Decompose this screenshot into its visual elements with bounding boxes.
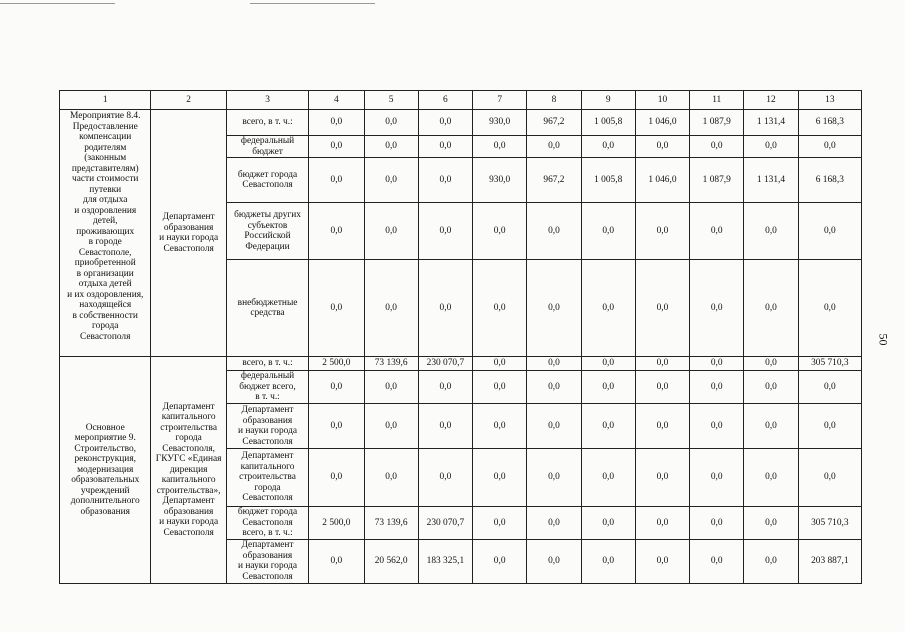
executor: Департамент образования и науки города Севастополя <box>151 110 226 357</box>
header-cell: 4 <box>309 91 364 110</box>
value-cell: 0,0 <box>364 449 418 507</box>
value-cell: 0,0 <box>690 260 744 357</box>
value-cell: 0,0 <box>527 449 581 507</box>
value-cell: 2 500,0 <box>309 507 364 540</box>
value-cell: 0,0 <box>473 203 527 260</box>
value-cell: 0,0 <box>798 136 861 158</box>
value-cell: 0,0 <box>418 404 472 449</box>
budget-table <box>59 90 862 584</box>
funding-source: Департамент образования и науки города Севастополя <box>226 404 308 449</box>
value-cell: 0,0 <box>635 371 689 404</box>
value-cell: 0,0 <box>527 260 581 357</box>
measure-name: Основное мероприятие 9. Строительство, реконструкция, модернизация образовательных учреждений дополнительного образования <box>60 357 151 584</box>
value-cell: 0,0 <box>635 203 689 260</box>
value-cell: 0,0 <box>744 449 798 507</box>
value-cell: 0,0 <box>473 449 527 507</box>
value-cell: 0,0 <box>744 260 798 357</box>
value-cell: 0,0 <box>473 260 527 357</box>
value-cell: 0,0 <box>744 136 798 158</box>
value-cell: 73 139,6 <box>364 507 418 540</box>
value-cell: 0,0 <box>473 357 527 371</box>
value-cell: 1 087,9 <box>690 158 744 203</box>
page-number: 50 <box>876 333 891 346</box>
value-cell: 930,0 <box>473 110 527 136</box>
value-cell: 0,0 <box>798 203 861 260</box>
value-cell: 0,0 <box>581 203 635 260</box>
value-cell: 0,0 <box>364 158 418 203</box>
value-cell: 0,0 <box>309 158 364 203</box>
value-cell: 0,0 <box>527 357 581 371</box>
value-cell: 305 710,3 <box>798 507 861 540</box>
value-cell: 6 168,3 <box>798 110 861 136</box>
value-cell: 2 500,0 <box>309 357 364 371</box>
value-cell: 0,0 <box>309 404 364 449</box>
table-row <box>60 110 862 136</box>
value-cell: 0,0 <box>418 260 472 357</box>
value-cell: 0,0 <box>473 371 527 404</box>
value-cell: 0,0 <box>690 357 744 371</box>
funding-source: бюджет города Севастополя всего, в т. ч.: <box>226 507 308 540</box>
funding-source: внебюджетные средства <box>226 260 308 357</box>
value-cell: 0,0 <box>744 203 798 260</box>
value-cell: 0,0 <box>798 449 861 507</box>
header-cell: 5 <box>364 91 418 110</box>
table-row <box>60 357 862 371</box>
value-cell: 0,0 <box>798 371 861 404</box>
value-cell: 0,0 <box>744 539 798 583</box>
funding-source: федеральный бюджет всего, в т. ч.: <box>226 371 308 404</box>
value-cell: 0,0 <box>309 136 364 158</box>
value-cell: 1 005,8 <box>581 110 635 136</box>
value-cell: 0,0 <box>744 404 798 449</box>
funding-source: всего, в т. ч.: <box>226 110 308 136</box>
value-cell: 0,0 <box>527 203 581 260</box>
value-cell: 0,0 <box>581 136 635 158</box>
scan-artifact-line <box>0 3 115 4</box>
funding-source: бюджет города Севастополя <box>226 158 308 203</box>
value-cell: 6 168,3 <box>798 158 861 203</box>
value-cell: 967,2 <box>527 110 581 136</box>
scan-artifact-line <box>250 3 375 4</box>
value-cell: 0,0 <box>744 357 798 371</box>
funding-source: всего, в т. ч.: <box>226 357 308 371</box>
value-cell: 0,0 <box>690 371 744 404</box>
value-cell: 0,0 <box>418 136 472 158</box>
value-cell: 1 131,4 <box>744 158 798 203</box>
value-cell: 1 005,8 <box>581 158 635 203</box>
value-cell: 1 131,4 <box>744 110 798 136</box>
value-cell: 0,0 <box>527 371 581 404</box>
value-cell: 203 887,1 <box>798 539 861 583</box>
value-cell: 0,0 <box>798 260 861 357</box>
value-cell: 0,0 <box>418 110 472 136</box>
value-cell: 0,0 <box>473 507 527 540</box>
value-cell: 0,0 <box>418 371 472 404</box>
header-cell: 7 <box>473 91 527 110</box>
value-cell: 0,0 <box>309 539 364 583</box>
value-cell: 73 139,6 <box>364 357 418 371</box>
value-cell: 0,0 <box>581 357 635 371</box>
value-cell: 0,0 <box>581 539 635 583</box>
value-cell: 0,0 <box>690 449 744 507</box>
value-cell: 0,0 <box>309 260 364 357</box>
header-cell: 13 <box>798 91 861 110</box>
value-cell: 967,2 <box>527 158 581 203</box>
value-cell: 0,0 <box>418 203 472 260</box>
value-cell: 0,0 <box>364 203 418 260</box>
value-cell: 0,0 <box>690 136 744 158</box>
value-cell: 0,0 <box>690 203 744 260</box>
header-cell: 2 <box>151 91 226 110</box>
funding-source: федеральный бюджет <box>226 136 308 158</box>
value-cell: 230 070,7 <box>418 507 472 540</box>
value-cell: 0,0 <box>744 371 798 404</box>
value-cell: 930,0 <box>473 158 527 203</box>
value-cell: 183 325,1 <box>418 539 472 583</box>
value-cell: 0,0 <box>473 404 527 449</box>
value-cell: 0,0 <box>309 110 364 136</box>
value-cell: 0,0 <box>364 110 418 136</box>
header-cell: 1 <box>60 91 151 110</box>
value-cell: 0,0 <box>581 260 635 357</box>
value-cell: 0,0 <box>364 404 418 449</box>
value-cell: 0,0 <box>690 539 744 583</box>
value-cell: 305 710,3 <box>798 357 861 371</box>
header-row <box>60 91 862 110</box>
value-cell: 0,0 <box>473 136 527 158</box>
value-cell: 0,0 <box>798 404 861 449</box>
value-cell: 0,0 <box>581 371 635 404</box>
value-cell: 0,0 <box>364 260 418 357</box>
header-cell: 12 <box>744 91 798 110</box>
value-cell: 0,0 <box>635 136 689 158</box>
value-cell: 0,0 <box>418 449 472 507</box>
value-cell: 0,0 <box>635 404 689 449</box>
value-cell: 1 087,9 <box>690 110 744 136</box>
value-cell: 0,0 <box>635 260 689 357</box>
funding-source: бюджеты других субъектов Российской Федерации <box>226 203 308 260</box>
value-cell: 0,0 <box>690 404 744 449</box>
value-cell: 0,0 <box>473 539 527 583</box>
measure-name: Мероприятие 8.4. Предоставление компенсации родителям (законным представителям) части стоимости путевки для отдыха и оздоровления детей, проживающих в городе Севастополе, приобретенной в организации отдыха детей и их оздоровления, находящейся в собственности города Севастополя <box>60 110 151 357</box>
value-cell: 0,0 <box>581 404 635 449</box>
value-cell: 0,0 <box>581 449 635 507</box>
value-cell: 0,0 <box>635 539 689 583</box>
header-cell: 8 <box>527 91 581 110</box>
value-cell: 0,0 <box>635 357 689 371</box>
header-cell: 6 <box>418 91 472 110</box>
value-cell: 0,0 <box>527 404 581 449</box>
header-cell: 11 <box>690 91 744 110</box>
value-cell: 0,0 <box>309 203 364 260</box>
value-cell: 0,0 <box>527 507 581 540</box>
executor: Департамент капитального строительства города Севастополя, ГКУГС «Единая дирекция капитального строительства», Департамент образования и науки города Севастополя <box>151 357 226 584</box>
value-cell: 0,0 <box>744 507 798 540</box>
header-cell: 10 <box>635 91 689 110</box>
funding-source: Департамент капитального строительства города Севастополя <box>226 449 308 507</box>
value-cell: 0,0 <box>527 136 581 158</box>
header-cell: 3 <box>226 91 308 110</box>
value-cell: 0,0 <box>527 539 581 583</box>
value-cell: 0,0 <box>309 371 364 404</box>
value-cell: 20 562,0 <box>364 539 418 583</box>
value-cell: 0,0 <box>309 449 364 507</box>
table-body <box>60 91 862 584</box>
value-cell: 0,0 <box>635 507 689 540</box>
value-cell: 0,0 <box>364 371 418 404</box>
value-cell: 0,0 <box>635 449 689 507</box>
funding-source: Департамент образования и науки города Севастополя <box>226 539 308 583</box>
value-cell: 1 046,0 <box>635 110 689 136</box>
value-cell: 0,0 <box>690 507 744 540</box>
value-cell: 230 070,7 <box>418 357 472 371</box>
value-cell: 0,0 <box>418 158 472 203</box>
header-cell: 9 <box>581 91 635 110</box>
value-cell: 0,0 <box>364 136 418 158</box>
value-cell: 1 046,0 <box>635 158 689 203</box>
value-cell: 0,0 <box>581 507 635 540</box>
